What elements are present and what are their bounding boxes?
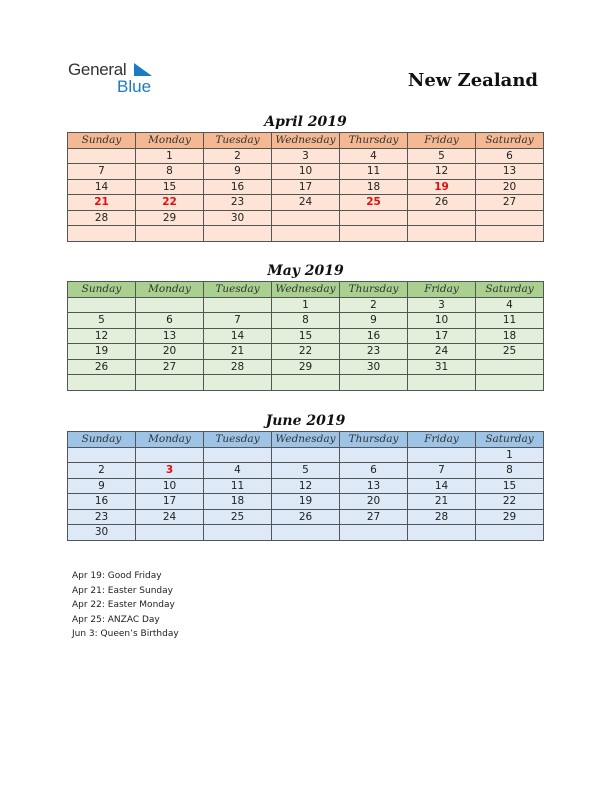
day-cell: 21	[68, 195, 136, 211]
day-cell	[476, 359, 544, 375]
day-cell: 26	[272, 509, 340, 525]
day-cell: 21	[408, 494, 476, 510]
day-cell: 1	[272, 297, 340, 313]
week-row	[68, 148, 544, 164]
weekday-header: Sunday	[68, 133, 136, 149]
day-cell: 11	[204, 478, 272, 494]
day-cell: 19	[272, 494, 340, 510]
day-cell: 16	[204, 179, 272, 195]
weekday-header: Monday	[136, 282, 204, 298]
weekday-header-row	[68, 282, 544, 298]
holiday-note: Apr 19: Good Friday	[72, 571, 162, 581]
day-cell: 15	[272, 328, 340, 344]
day-cell: 4	[340, 148, 408, 164]
week-row	[68, 478, 544, 494]
day-cell: 3	[408, 297, 476, 313]
day-cell: 9	[68, 478, 136, 494]
day-cell	[68, 447, 136, 463]
day-cell	[408, 226, 476, 242]
month-table	[67, 281, 544, 391]
day-cell	[204, 375, 272, 391]
day-cell: 1	[136, 148, 204, 164]
weekday-header: Wednesday	[272, 432, 340, 448]
holiday-notes	[72, 569, 179, 642]
holiday-note: Apr 22: Easter Monday	[72, 600, 175, 611]
week-row	[68, 313, 544, 329]
day-cell: 6	[476, 148, 544, 164]
holiday-note: Apr 25: ANZAC Day	[72, 614, 160, 625]
day-cell: 9	[204, 164, 272, 180]
day-cell	[136, 375, 204, 391]
day-cell: 25	[476, 344, 544, 360]
month-table	[67, 132, 544, 242]
day-cell: 20	[136, 344, 204, 360]
day-cell	[204, 297, 272, 313]
day-cell: 13	[476, 164, 544, 180]
day-cell	[68, 148, 136, 164]
day-cell: 29	[476, 509, 544, 525]
weekday-header: Tuesday	[204, 282, 272, 298]
holiday-note: Apr 21: Easter Sunday	[72, 585, 173, 596]
country-title: New Zealand	[407, 70, 538, 91]
week-row	[68, 210, 544, 226]
day-cell: 15	[136, 179, 204, 195]
day-cell: 8	[136, 164, 204, 180]
day-cell: 20	[340, 494, 408, 510]
day-cell: 10	[136, 478, 204, 494]
day-cell: 7	[204, 313, 272, 329]
weekday-header: Monday	[136, 133, 204, 149]
day-cell: 2	[340, 297, 408, 313]
weekday-header-row	[68, 133, 544, 149]
week-row	[68, 328, 544, 344]
day-cell	[340, 447, 408, 463]
day-cell	[408, 210, 476, 226]
week-row	[68, 509, 544, 525]
week-row	[68, 375, 544, 391]
day-cell	[136, 297, 204, 313]
month-title: June 2019	[265, 413, 346, 429]
month-title: April 2019	[264, 114, 347, 130]
day-cell: 28	[408, 509, 476, 525]
month-table	[67, 431, 544, 541]
day-cell	[272, 375, 340, 391]
weekday-header: Saturday	[476, 282, 544, 298]
day-cell: 23	[340, 344, 408, 360]
day-cell: 22	[272, 344, 340, 360]
month-title: May 2019	[267, 263, 344, 279]
day-cell	[272, 226, 340, 242]
day-cell: 8	[272, 313, 340, 329]
weekday-header: Sunday	[68, 432, 136, 448]
generalblue-logo	[68, 60, 168, 100]
day-cell: 13	[340, 478, 408, 494]
day-cell	[476, 210, 544, 226]
day-cell: 5	[68, 313, 136, 329]
day-cell: 17	[272, 179, 340, 195]
day-cell: 16	[68, 494, 136, 510]
day-cell: 25	[340, 195, 408, 211]
weekday-header: Wednesday	[272, 282, 340, 298]
logo-triangle-icon	[134, 63, 154, 77]
day-cell: 4	[476, 297, 544, 313]
day-cell: 3	[136, 463, 204, 479]
day-cell	[408, 525, 476, 541]
day-cell: 17	[136, 494, 204, 510]
weekday-header: Thursday	[340, 133, 408, 149]
day-cell: 12	[272, 478, 340, 494]
day-cell	[340, 525, 408, 541]
day-cell	[136, 226, 204, 242]
weekday-header: Wednesday	[272, 133, 340, 149]
day-cell: 26	[68, 359, 136, 375]
day-cell: 17	[408, 328, 476, 344]
day-cell: 5	[272, 463, 340, 479]
day-cell: 22	[136, 195, 204, 211]
day-cell: 1	[476, 447, 544, 463]
week-row	[68, 447, 544, 463]
day-cell: 14	[68, 179, 136, 195]
weekday-header: Sunday	[68, 282, 136, 298]
week-row	[68, 226, 544, 242]
day-cell: 18	[204, 494, 272, 510]
day-cell: 19	[68, 344, 136, 360]
day-cell	[476, 226, 544, 242]
weekday-header: Tuesday	[204, 133, 272, 149]
day-cell: 31	[408, 359, 476, 375]
day-cell: 30	[340, 359, 408, 375]
day-cell: 11	[340, 164, 408, 180]
day-cell: 23	[68, 509, 136, 525]
day-cell	[204, 525, 272, 541]
day-cell	[136, 447, 204, 463]
day-cell: 27	[340, 509, 408, 525]
day-cell	[204, 226, 272, 242]
day-cell: 15	[476, 478, 544, 494]
weekday-header: Thursday	[340, 432, 408, 448]
weekday-header: Friday	[408, 133, 476, 149]
weekday-header: Friday	[408, 282, 476, 298]
day-cell	[476, 525, 544, 541]
weekday-header: Tuesday	[204, 432, 272, 448]
day-cell: 11	[476, 313, 544, 329]
day-cell	[340, 226, 408, 242]
holiday-note: Jun 3: Queen’s Birthday	[72, 629, 179, 640]
day-cell: 24	[136, 509, 204, 525]
day-cell: 25	[204, 509, 272, 525]
day-cell: 21	[204, 344, 272, 360]
day-cell: 12	[68, 328, 136, 344]
day-cell: 12	[408, 164, 476, 180]
week-row	[68, 463, 544, 479]
week-row	[68, 195, 544, 211]
day-cell	[408, 447, 476, 463]
day-cell: 24	[408, 344, 476, 360]
week-row	[68, 344, 544, 360]
weekday-header: Monday	[136, 432, 204, 448]
day-cell: 28	[68, 210, 136, 226]
day-cell	[476, 375, 544, 391]
day-cell: 23	[204, 195, 272, 211]
day-cell	[340, 375, 408, 391]
day-cell: 18	[340, 179, 408, 195]
logo-word-blue: Blue	[117, 77, 152, 96]
day-cell	[408, 375, 476, 391]
day-cell: 7	[68, 164, 136, 180]
day-cell: 18	[476, 328, 544, 344]
day-cell: 6	[340, 463, 408, 479]
day-cell: 24	[272, 195, 340, 211]
day-cell: 4	[204, 463, 272, 479]
day-cell	[272, 447, 340, 463]
day-cell	[340, 210, 408, 226]
day-cell: 27	[476, 195, 544, 211]
day-cell	[68, 226, 136, 242]
day-cell	[272, 525, 340, 541]
weekday-header: Friday	[408, 432, 476, 448]
day-cell: 10	[408, 313, 476, 329]
logo-word-general: General	[68, 60, 127, 79]
day-cell: 14	[204, 328, 272, 344]
day-cell: 20	[476, 179, 544, 195]
day-cell	[204, 447, 272, 463]
day-cell: 22	[476, 494, 544, 510]
week-row	[68, 494, 544, 510]
day-cell	[136, 525, 204, 541]
day-cell: 27	[136, 359, 204, 375]
day-cell: 8	[476, 463, 544, 479]
day-cell: 2	[68, 463, 136, 479]
day-cell: 2	[204, 148, 272, 164]
day-cell	[272, 210, 340, 226]
weekday-header-row	[68, 432, 544, 448]
day-cell: 7	[408, 463, 476, 479]
weekday-header: Saturday	[476, 432, 544, 448]
day-cell: 5	[408, 148, 476, 164]
day-cell: 3	[272, 148, 340, 164]
month-calendar	[67, 261, 544, 391]
day-cell: 9	[340, 313, 408, 329]
day-cell: 29	[272, 359, 340, 375]
day-cell: 16	[340, 328, 408, 344]
week-row	[68, 359, 544, 375]
day-cell: 29	[136, 210, 204, 226]
day-cell: 30	[68, 525, 136, 541]
week-row	[68, 525, 544, 541]
day-cell: 19	[408, 179, 476, 195]
month-calendar	[67, 112, 544, 242]
week-row	[68, 164, 544, 180]
day-cell: 28	[204, 359, 272, 375]
day-cell: 30	[204, 210, 272, 226]
month-calendar	[67, 411, 544, 541]
day-cell: 6	[136, 313, 204, 329]
day-cell	[68, 297, 136, 313]
day-cell: 26	[408, 195, 476, 211]
weekday-header: Saturday	[476, 133, 544, 149]
week-row	[68, 297, 544, 313]
day-cell: 14	[408, 478, 476, 494]
weekday-header: Thursday	[340, 282, 408, 298]
week-row	[68, 179, 544, 195]
day-cell: 13	[136, 328, 204, 344]
day-cell	[68, 375, 136, 391]
day-cell: 10	[272, 164, 340, 180]
